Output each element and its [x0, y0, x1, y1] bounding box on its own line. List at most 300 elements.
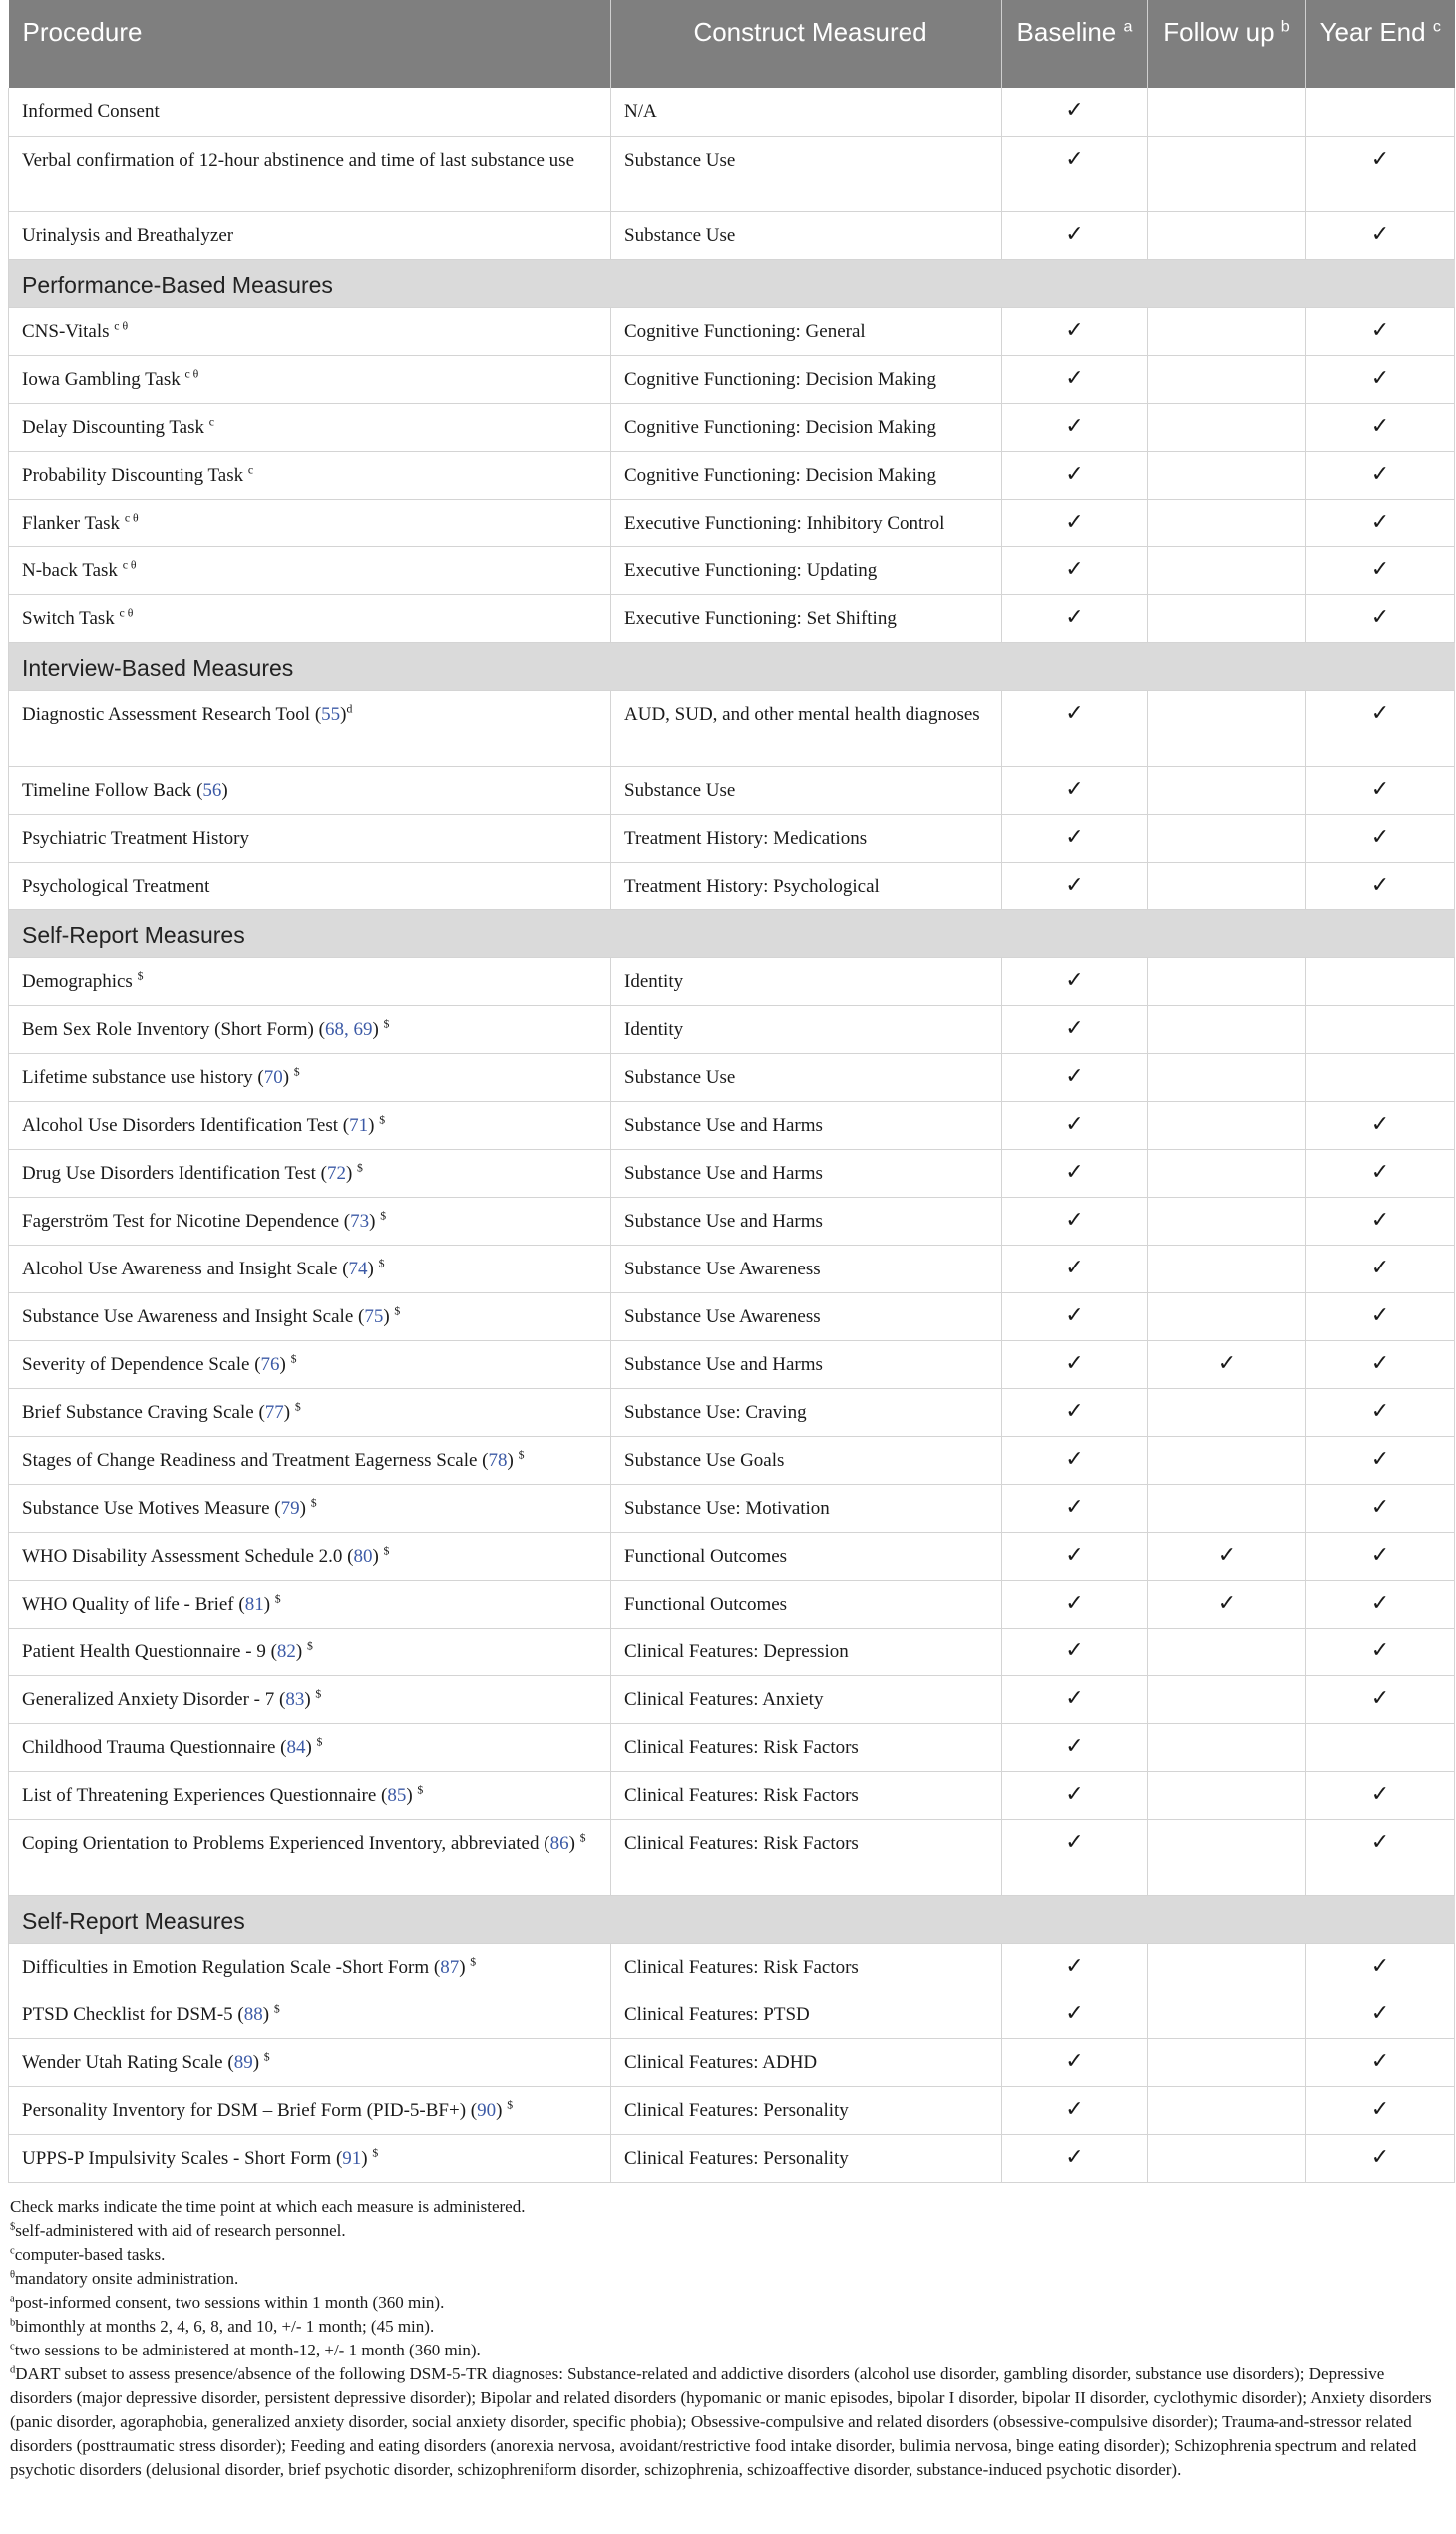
baseline-check: ✓ [1002, 2134, 1148, 2182]
follow-up-check: ✓ [1148, 1532, 1306, 1580]
header-follow-up: Follow up $^b$ [1148, 0, 1306, 88]
follow-up-check [1148, 1723, 1306, 1771]
procedure-name: CNS-Vitals [22, 320, 110, 342]
baseline-check: ✓ [1002, 1292, 1148, 1340]
table-row [9, 1723, 1455, 1771]
footnote-text: post-informed consent, two sessions within 1 month (360 min). [14, 2292, 445, 2312]
procedure-name: Difficulties in Emotion Regulation Scale -Short Form [22, 1956, 430, 1978]
procedure-name: Drug Use Disorders Identification Test [22, 1162, 316, 1184]
procedure-name: Personality Inventory for DSM – Brief Form (PID-5-BF+) [22, 2099, 467, 2121]
baseline-check: ✓ [1002, 2038, 1148, 2086]
year-end-check [1306, 1053, 1455, 1101]
year-end-check: ✓ [1306, 451, 1455, 499]
table-row [9, 1991, 1455, 2038]
table-row [9, 814, 1455, 862]
procedure-cell [9, 499, 611, 546]
year-end-check: ✓ [1306, 403, 1455, 451]
procedure-superscript: c θ [119, 606, 134, 620]
section-title: Performance-Based Measures [9, 259, 1455, 307]
procedure-superscript: $ [518, 1448, 525, 1462]
procedure-cell: WHO Quality of life - Brief (81) $ [9, 1580, 611, 1628]
table-row [9, 1245, 1455, 1292]
follow-up-check [1148, 355, 1306, 403]
baseline-check: ✓ [1002, 1991, 1148, 2038]
procedure-superscript: $ [357, 1161, 363, 1175]
procedure-cell: List of Threatening Experiences Questionnaire (85) $ [9, 1771, 611, 1819]
year-end-check: ✓ [1306, 1388, 1455, 1436]
baseline-check: ✓ [1002, 546, 1148, 594]
construct-cell: Substance Use and Harms [611, 1197, 1002, 1245]
procedure-superscript: c [247, 463, 254, 477]
year-end-check: ✓ [1306, 1580, 1455, 1628]
year-end-check: ✓ [1306, 2038, 1455, 2086]
reference-link[interactable]: 88 [243, 2003, 263, 2025]
procedure-superscript: $ [315, 1687, 322, 1701]
procedure-name: Switch Task [22, 607, 115, 629]
construct-cell: Substance Use Awareness [611, 1292, 1002, 1340]
year-end-check: ✓ [1306, 1484, 1455, 1532]
procedure-name: Substance Use Awareness and Insight Scale [22, 1305, 354, 1327]
construct-cell: Substance Use: Motivation [611, 1484, 1002, 1532]
table-row [9, 1580, 1455, 1628]
reference-link[interactable]: 83 [285, 1688, 305, 1710]
procedure-cell: Coping Orientation to Problems Experienced Inventory, abbreviated (86) $ [9, 1819, 611, 1895]
construct-cell: Executive Functioning: Set Shifting [611, 594, 1002, 642]
procedure-name: Stages of Change Readiness and Treatment Eagerness Scale [22, 1449, 478, 1471]
procedure-cell [9, 307, 611, 355]
year-end-check [1306, 957, 1455, 1005]
table-row [9, 211, 1455, 259]
construct-cell: Executive Functioning: Inhibitory Control [611, 499, 1002, 546]
procedure-name: Generalized Anxiety Disorder - 7 [22, 1688, 275, 1710]
procedure-superscript: $ [470, 1955, 477, 1969]
procedure-name: Psychiatric Treatment History [22, 827, 249, 849]
section-row [9, 909, 1455, 957]
footnote-text: DART subset to assess presence/absence of the following DSM-5-TR diagnoses: Substance-related and addictive disorders (alcohol use disorder, gambling disorder, substance use disorders); Depressive disorders (major depressive disorder, persistent depressive disorder); Bipolar and related disorders (hypomanic or manic episodes, bipolar I disorder, bipolar II disorder, cyclothymic disorder); Anxiety disorders (panic disorder, agoraphobia, generalized anxiety disorder, social anxiety disorder, specific phobia); Obsessive-compulsive and related disorders (obsessive-compulsive disorder); Trauma-and-stressor related disorders (posttraumatic stress disorder); Feeding and eating disorders (anorexia nervosa, avoidant/restrictive food intake disorder, bulimia nervosa, binge eating disorder); Schizophrenia spectrum and related psychotic disorders (delusional disorder, brief psychotic disorder, schizophreniform disorder, schizophrenia, schizoaffective disorder, substance-induced psychotic disorder). [10, 2363, 1432, 2479]
procedure-cell [9, 451, 611, 499]
table-row [9, 2134, 1455, 2182]
reference-link[interactable]: 75 [364, 1305, 384, 1327]
construct-cell: Functional Outcomes [611, 1532, 1002, 1580]
reference-link[interactable]: 56 [202, 779, 222, 801]
year-end-check: ✓ [1306, 1819, 1455, 1895]
year-end-check: ✓ [1306, 307, 1455, 355]
follow-up-check [1148, 2134, 1306, 2182]
table-row [9, 2086, 1455, 2134]
year-end-check: ✓ [1306, 2086, 1455, 2134]
baseline-check: ✓ [1002, 88, 1148, 136]
baseline-check: ✓ [1002, 1484, 1148, 1532]
baseline-check: ✓ [1002, 1388, 1148, 1436]
footnote [10, 2362, 1446, 2482]
procedure-superscript: c θ [124, 511, 139, 525]
construct-cell: AUD, SUD, and other mental health diagnoses [611, 690, 1002, 766]
follow-up-check [1148, 499, 1306, 546]
procedure-superscript: $ [394, 1304, 401, 1318]
table-row [9, 1771, 1455, 1819]
procedure-name: PTSD Checklist for DSM-5 [22, 2003, 233, 2025]
procedure-cell [9, 546, 611, 594]
measures-table [8, 0, 1455, 2183]
baseline-check: ✓ [1002, 1340, 1148, 1388]
procedure-superscript: $ [263, 2050, 270, 2064]
procedure-superscript: $ [310, 1496, 317, 1510]
procedure-name: Urinalysis and Breathalyzer [22, 224, 234, 246]
procedure-name: N-back Task [22, 559, 118, 581]
follow-up-check [1148, 1628, 1306, 1675]
follow-up-check [1148, 766, 1306, 814]
baseline-check: ✓ [1002, 211, 1148, 259]
procedure-name: Severity of Dependence Scale [22, 1353, 250, 1375]
reference-link[interactable]: 78 [488, 1449, 508, 1471]
reference-link[interactable]: 85 [387, 1784, 407, 1806]
year-end-check: ✓ [1306, 594, 1455, 642]
year-end-check: ✓ [1306, 1101, 1455, 1149]
year-end-check: ✓ [1306, 1771, 1455, 1819]
year-end-check: ✓ [1306, 211, 1455, 259]
construct-cell: Cognitive Functioning: General [611, 307, 1002, 355]
table-row [9, 594, 1455, 642]
follow-up-check [1148, 546, 1306, 594]
reference-link[interactable]: 55 [321, 703, 341, 725]
procedure-superscript: $ [372, 2146, 379, 2160]
construct-cell: Clinical Features: Risk Factors [611, 1771, 1002, 1819]
year-end-check: ✓ [1306, 1532, 1455, 1580]
year-end-check [1306, 88, 1455, 136]
procedure-name: Alcohol Use Disorders Identification Test [22, 1114, 339, 1136]
baseline-check: ✓ [1002, 307, 1148, 355]
construct-cell: Clinical Features: Risk Factors [611, 1723, 1002, 1771]
procedure-superscript: $ [273, 2002, 280, 2016]
construct-cell: Substance Use Goals [611, 1436, 1002, 1484]
reference-link[interactable]: 71 [349, 1114, 369, 1136]
construct-cell: Treatment History: Medications [611, 814, 1002, 862]
footnote-marker: c [10, 2244, 15, 2256]
procedure-name: Coping Orientation to Problems Experienced Inventory, abbreviated [22, 1832, 540, 1854]
procedure-cell: Stages of Change Readiness and Treatment Eagerness Scale (78) $ [9, 1436, 611, 1484]
reference-link[interactable]: 81 [244, 1593, 264, 1615]
reference-link[interactable]: 87 [440, 1956, 460, 1978]
procedure-cell [9, 136, 611, 211]
procedure-cell: Brief Substance Craving Scale (77) $ [9, 1388, 611, 1436]
baseline-check: ✓ [1002, 1943, 1148, 1991]
baseline-check: ✓ [1002, 1053, 1148, 1101]
procedure-name: Substance Use Motives Measure [22, 1497, 270, 1519]
follow-up-check [1148, 451, 1306, 499]
reference-link[interactable]: 72 [326, 1162, 346, 1184]
section-row [9, 259, 1455, 307]
procedure-name: WHO Quality of life - Brief [22, 1593, 234, 1615]
table-row [9, 2038, 1455, 2086]
procedure-superscript: $ [274, 1592, 281, 1606]
construct-cell: Substance Use and Harms [611, 1101, 1002, 1149]
table-row [9, 690, 1455, 766]
construct-cell: Substance Use [611, 136, 1002, 211]
header-year-end: Year End $^c$ [1306, 0, 1455, 88]
construct-cell: N/A [611, 88, 1002, 136]
procedure-superscript: $ [380, 1209, 387, 1223]
procedure-name: Demographics [22, 970, 133, 992]
construct-cell: Functional Outcomes [611, 1580, 1002, 1628]
year-end-check: ✓ [1306, 814, 1455, 862]
procedure-name: Wender Utah Rating Scale [22, 2051, 223, 2073]
table-row [9, 957, 1455, 1005]
year-end-check: ✓ [1306, 1197, 1455, 1245]
reference-link[interactable]: 90 [477, 2099, 497, 2121]
table-row [9, 546, 1455, 594]
year-end-check [1306, 1005, 1455, 1053]
follow-up-check [1148, 594, 1306, 642]
construct-cell: Substance Use and Harms [611, 1149, 1002, 1197]
follow-up-check [1148, 814, 1306, 862]
footnote-marker: $ [10, 2220, 16, 2232]
procedure-cell: Timeline Follow Back (56) [9, 766, 611, 814]
year-end-check [1306, 1723, 1455, 1771]
table-row [9, 403, 1455, 451]
procedure-superscript: $ [378, 1257, 385, 1270]
baseline-check: ✓ [1002, 690, 1148, 766]
construct-cell: Clinical Features: Personality [611, 2086, 1002, 2134]
procedure-name: WHO Disability Assessment Schedule 2.0 [22, 1545, 343, 1567]
procedure-name: Diagnostic Assessment Research Tool [22, 703, 311, 725]
table-footnotes [8, 2183, 1454, 2482]
procedure-name: Alcohol Use Awareness and Insight Scale [22, 1258, 338, 1279]
procedure-name: UPPS-P Impulsivity Scales - Short Form [22, 2147, 332, 2169]
follow-up-check [1148, 136, 1306, 211]
procedure-superscript: d [346, 702, 353, 716]
procedure-superscript: $ [579, 1831, 586, 1845]
header-baseline: Baseline $^a$ [1002, 0, 1148, 88]
reference-link[interactable]: 68, 69 [324, 1018, 373, 1040]
table-row [9, 1101, 1455, 1149]
procedure-name: Patient Health Questionnaire - 9 [22, 1640, 266, 1662]
baseline-check: ✓ [1002, 1436, 1148, 1484]
follow-up-check [1148, 1388, 1306, 1436]
follow-up-check [1148, 1991, 1306, 2038]
procedure-cell [9, 88, 611, 136]
baseline-check: ✓ [1002, 1771, 1148, 1819]
section-row [9, 642, 1455, 690]
construct-cell: Identity [611, 957, 1002, 1005]
procedure-cell [9, 862, 611, 909]
footnote-marker: b [10, 2316, 16, 2328]
footnote-marker: a [10, 2292, 15, 2304]
construct-cell: Clinical Features: Personality [611, 2134, 1002, 2182]
construct-cell: Clinical Features: ADHD [611, 2038, 1002, 2086]
baseline-check: ✓ [1002, 1819, 1148, 1895]
procedure-superscript: $ [294, 1400, 301, 1414]
procedure-cell: WHO Disability Assessment Schedule 2.0 (80) $ [9, 1532, 611, 1580]
year-end-check: ✓ [1306, 136, 1455, 211]
procedure-name: Psychological Treatment [22, 875, 210, 897]
table-row [9, 1675, 1455, 1723]
baseline-check: ✓ [1002, 136, 1148, 211]
footnote [10, 2195, 1446, 2219]
footnote-text: mandatory onsite administration. [15, 2268, 239, 2288]
table-row [9, 1532, 1455, 1580]
follow-up-check [1148, 2086, 1306, 2134]
procedure-name: Probability Discounting Task [22, 464, 244, 486]
procedure-cell: Patient Health Questionnaire - 9 (82) $ [9, 1628, 611, 1675]
procedure-cell: Lifetime substance use history (70) $ [9, 1053, 611, 1101]
follow-up-check [1148, 1484, 1306, 1532]
procedure-superscript: $ [379, 1113, 386, 1127]
construct-cell: Clinical Features: Anxiety [611, 1675, 1002, 1723]
footnote-text: self-administered with aid of research personnel. [15, 2220, 346, 2240]
construct-cell: Clinical Features: Risk Factors [611, 1943, 1002, 1991]
footnote-text: two sessions to be administered at month-12, +/- 1 month (360 min). [14, 2340, 481, 2359]
reference-link[interactable]: 80 [353, 1545, 373, 1567]
year-end-check: ✓ [1306, 2134, 1455, 2182]
table-header-row [9, 0, 1455, 88]
construct-cell: Identity [611, 1005, 1002, 1053]
construct-cell: Clinical Features: PTSD [611, 1991, 1002, 2038]
footnote [10, 2219, 1446, 2243]
footnote [10, 2243, 1446, 2267]
year-end-check: ✓ [1306, 1436, 1455, 1484]
table-row [9, 1819, 1455, 1895]
construct-cell: Substance Use [611, 1053, 1002, 1101]
construct-cell: Executive Functioning: Updating [611, 546, 1002, 594]
procedure-name: Delay Discounting Task [22, 416, 205, 438]
procedure-cell: Diagnostic Assessment Research Tool $(55)^d$ [9, 690, 611, 766]
follow-up-check [1148, 1197, 1306, 1245]
reference-link[interactable]: 82 [276, 1640, 296, 1662]
baseline-check: ✓ [1002, 1675, 1148, 1723]
procedure-name: Lifetime substance use history [22, 1066, 253, 1088]
procedure-superscript: $ [293, 1065, 300, 1079]
baseline-check: ✓ [1002, 766, 1148, 814]
baseline-check: ✓ [1002, 403, 1148, 451]
section-row [9, 1895, 1455, 1943]
header-procedure: Procedure [9, 0, 611, 88]
follow-up-check [1148, 211, 1306, 259]
table-row [9, 1436, 1455, 1484]
reference-link[interactable]: 76 [260, 1353, 280, 1375]
follow-up-check [1148, 1436, 1306, 1484]
reference-link[interactable]: 77 [264, 1401, 284, 1423]
year-end-check: ✓ [1306, 355, 1455, 403]
procedure-cell: Difficulties in Emotion Regulation Scale -Short Form (87) $ [9, 1943, 611, 1991]
baseline-check: ✓ [1002, 814, 1148, 862]
construct-cell: Cognitive Functioning: Decision Making [611, 355, 1002, 403]
year-end-check: ✓ [1306, 690, 1455, 766]
procedure-superscript: $ [417, 1783, 424, 1797]
follow-up-check [1148, 1053, 1306, 1101]
reference-link[interactable]: 73 [350, 1210, 370, 1232]
table-row [9, 499, 1455, 546]
table-row [9, 307, 1455, 355]
reference-link[interactable]: 79 [280, 1497, 300, 1519]
reference-link[interactable]: 84 [286, 1736, 306, 1758]
procedure-superscript: $ [316, 1735, 323, 1749]
procedure-superscript: c θ [122, 558, 137, 572]
follow-up-check [1148, 307, 1306, 355]
follow-up-check [1148, 957, 1306, 1005]
follow-up-check [1148, 1005, 1306, 1053]
footnote-marker: d [10, 2363, 16, 2375]
follow-up-check [1148, 1771, 1306, 1819]
year-end-check: ✓ [1306, 1340, 1455, 1388]
follow-up-check [1148, 1943, 1306, 1991]
table-row [9, 1340, 1455, 1388]
procedure-cell: Generalized Anxiety Disorder - 7 (83) $ [9, 1675, 611, 1723]
section-title: Self-Report Measures [9, 909, 1455, 957]
construct-cell: Cognitive Functioning: Decision Making [611, 451, 1002, 499]
footnote [10, 2267, 1446, 2291]
year-end-check: ✓ [1306, 546, 1455, 594]
section-title: Interview-Based Measures [9, 642, 1455, 690]
procedure-cell: Alcohol Use Disorders Identification Test (71) $ [9, 1101, 611, 1149]
year-end-check: ✓ [1306, 1292, 1455, 1340]
procedure-superscript: $ [507, 2098, 514, 2112]
procedure-cell [9, 594, 611, 642]
reference-link[interactable]: 70 [263, 1066, 283, 1088]
year-end-check: ✓ [1306, 862, 1455, 909]
procedure-name: Childhood Trauma Questionnaire [22, 1736, 276, 1758]
table-row [9, 1943, 1455, 1991]
footnote-marker: θ [10, 2268, 16, 2280]
table-row [9, 1388, 1455, 1436]
procedure-cell: Bem Sex Role Inventory (Short Form) (68, 69) $ [9, 1005, 611, 1053]
page [8, 0, 1454, 2482]
procedure-superscript: $ [290, 1352, 297, 1366]
procedure-superscript: $ [137, 969, 144, 983]
procedure-superscript: c [208, 415, 214, 429]
footnote-text: bimonthly at months 2, 4, 6, 8, and 10, +/- 1 month; (45 min). [15, 2316, 435, 2336]
procedure-name: List of Threatening Experiences Questionnaire [22, 1784, 377, 1806]
construct-cell: Clinical Features: Depression [611, 1628, 1002, 1675]
follow-up-check: ✓ [1148, 1580, 1306, 1628]
follow-up-check [1148, 88, 1306, 136]
year-end-check: ✓ [1306, 1628, 1455, 1675]
baseline-check: ✓ [1002, 1532, 1148, 1580]
procedure-cell: Wender Utah Rating Scale (89) $ [9, 2038, 611, 2086]
table-row [9, 1053, 1455, 1101]
baseline-check: ✓ [1002, 1245, 1148, 1292]
reference-link[interactable]: 86 [549, 1832, 569, 1854]
procedure-name: Verbal confirmation of 12-hour abstinence and time of last substance use [22, 149, 574, 171]
procedure-cell [9, 814, 611, 862]
procedure-cell: UPPS-P Impulsivity Scales - Short Form (91) $ [9, 2134, 611, 2182]
reference-link[interactable]: 91 [342, 2147, 362, 2169]
reference-link[interactable]: 74 [348, 1258, 368, 1279]
procedure-superscript: $ [383, 1017, 390, 1031]
year-end-check: ✓ [1306, 1991, 1455, 2038]
table-body [9, 88, 1455, 2182]
procedure-cell [9, 355, 611, 403]
footnote-text: Check marks indicate the time point at which each measure is administered. [10, 2196, 526, 2216]
procedure-cell [9, 403, 611, 451]
procedure-superscript: $ [383, 1544, 390, 1558]
procedure-cell: PTSD Checklist for DSM-5 (88) $ [9, 1991, 611, 2038]
follow-up-check [1148, 690, 1306, 766]
procedure-cell: Fagerström Test for Nicotine Dependence (73) $ [9, 1197, 611, 1245]
reference-link[interactable]: 89 [233, 2051, 253, 2073]
baseline-check: ✓ [1002, 355, 1148, 403]
follow-up-check [1148, 1101, 1306, 1149]
table-row [9, 355, 1455, 403]
baseline-check: ✓ [1002, 2086, 1148, 2134]
baseline-check: ✓ [1002, 451, 1148, 499]
procedure-name: Bem Sex Role Inventory (Short Form) [22, 1018, 314, 1040]
procedure-superscript: c θ [184, 367, 199, 381]
construct-cell: Cognitive Functioning: Decision Making [611, 403, 1002, 451]
table-row [9, 1484, 1455, 1532]
baseline-check: ✓ [1002, 1101, 1148, 1149]
table-row [9, 1149, 1455, 1197]
year-end-check: ✓ [1306, 1675, 1455, 1723]
